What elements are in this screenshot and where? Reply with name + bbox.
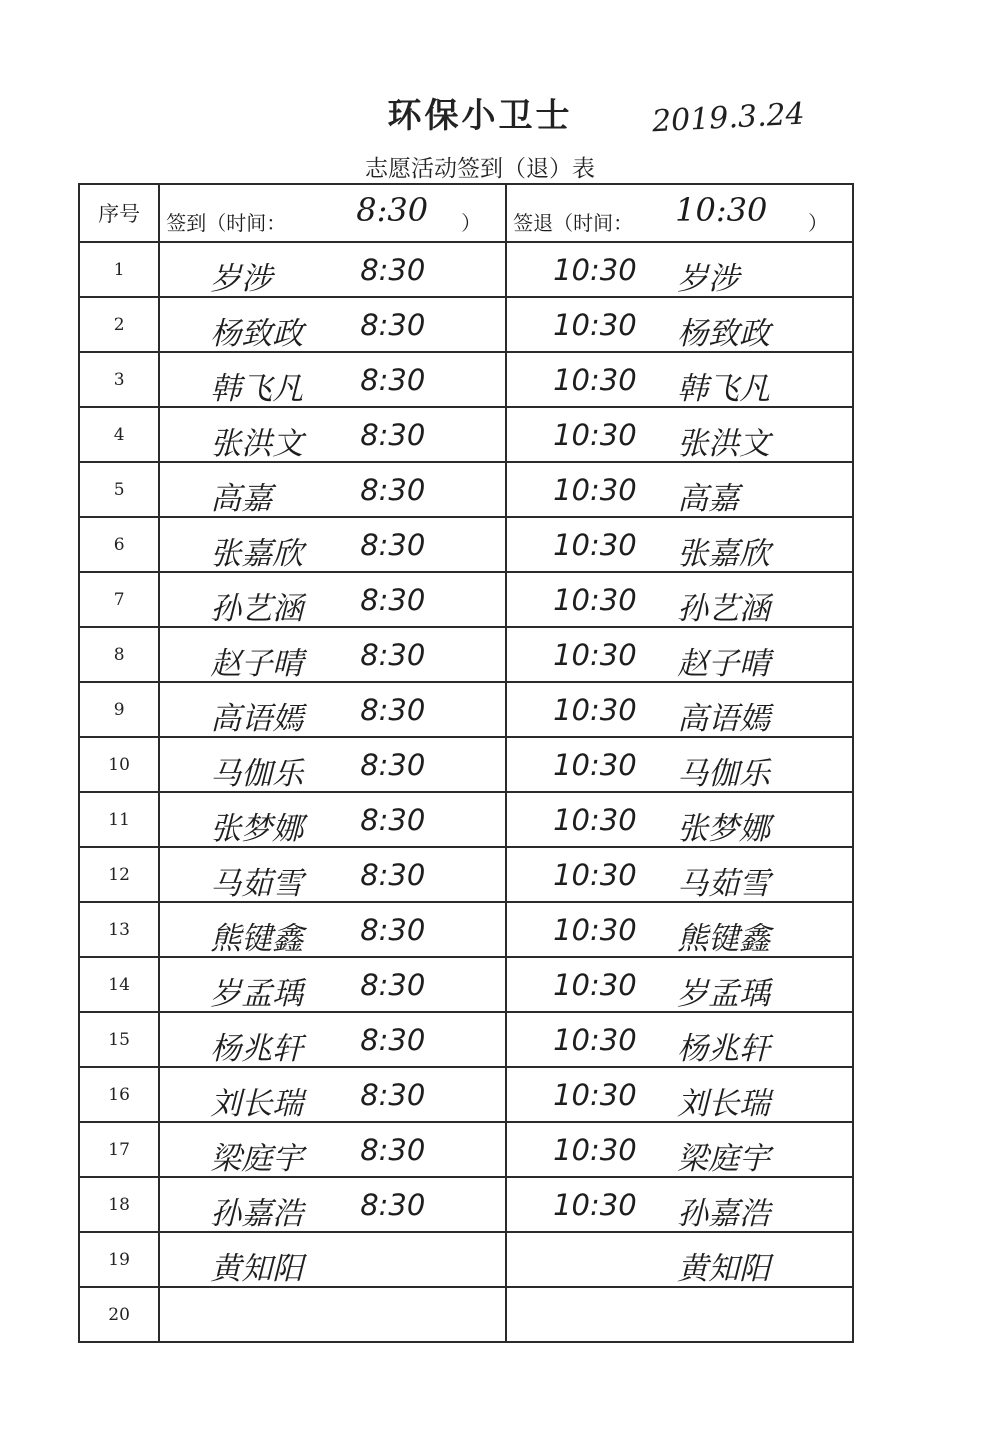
sign-in-name: 赵子晴	[210, 646, 304, 682]
sign-out-name: 孙嘉浩	[677, 1196, 771, 1232]
sign-out-time: 10:30	[553, 528, 637, 562]
row-number: 15	[108, 1029, 130, 1050]
sign-out-cell	[506, 1122, 853, 1177]
sign-out-name: 马茹雪	[677, 866, 771, 902]
row-number: 1	[113, 259, 125, 280]
sign-in-cell	[159, 792, 506, 847]
sign-in-cell	[159, 737, 506, 792]
sign-out-time: 10:30	[553, 253, 637, 287]
row-number: 7	[113, 589, 125, 610]
sign-out-cell	[506, 737, 853, 792]
sign-in-time: 8:30	[360, 1133, 426, 1167]
sign-out-cell	[506, 1287, 853, 1342]
table-row	[79, 1287, 853, 1342]
table-row	[79, 1177, 853, 1232]
row-number: 10	[108, 754, 130, 775]
row-index-cell	[79, 407, 159, 462]
table-row	[79, 1067, 853, 1122]
table-row	[79, 572, 853, 627]
row-number: 5	[113, 479, 125, 500]
row-index-cell	[79, 957, 159, 1012]
table-row	[79, 297, 853, 352]
row-index-cell	[79, 242, 159, 297]
sign-in-name: 韩飞凡	[210, 371, 304, 407]
row-index-cell	[79, 297, 159, 352]
sign-out-name: 梁庭宇	[677, 1141, 771, 1177]
sign-in-time: 8:30	[360, 418, 426, 452]
sign-in-name: 马伽乐	[210, 756, 304, 792]
sign-in-cell	[159, 572, 506, 627]
sign-in-time: 8:30	[360, 583, 426, 617]
row-number: 9	[113, 699, 125, 720]
header-sign-out-time: 10:30	[675, 191, 768, 229]
sign-in-name: 张嘉欣	[210, 536, 304, 572]
sign-out-name: 赵子晴	[677, 646, 771, 682]
sign-in-name: 梁庭宇	[210, 1141, 304, 1177]
sign-out-cell	[506, 297, 853, 352]
sign-in-name: 张洪文	[210, 426, 304, 462]
sign-out-time: 10:30	[553, 913, 637, 947]
row-index-cell	[79, 627, 159, 682]
table-header-row	[79, 184, 853, 242]
row-index-cell	[79, 737, 159, 792]
sign-out-name: 黄知阳	[677, 1251, 771, 1287]
sign-out-time: 10:30	[553, 473, 637, 507]
sign-in-name: 刘长瑞	[210, 1086, 304, 1122]
row-number: 6	[113, 534, 125, 555]
sign-out-time: 10:30	[553, 968, 637, 1002]
table-row	[79, 352, 853, 407]
sign-out-name: 张洪文	[677, 426, 771, 462]
table-row	[79, 462, 853, 517]
sign-in-cell	[159, 242, 506, 297]
sign-out-name: 刘长瑞	[677, 1086, 771, 1122]
table-row	[79, 792, 853, 847]
table-row	[79, 682, 853, 737]
row-index-cell	[79, 572, 159, 627]
sign-out-time: 10:30	[553, 693, 637, 727]
row-index-cell	[79, 682, 159, 737]
row-number: 16	[108, 1084, 130, 1105]
sign-in-time: 8:30	[360, 1188, 426, 1222]
header-sign-out-cell	[506, 184, 853, 242]
sign-in-cell	[159, 1012, 506, 1067]
sign-in-time: 8:30	[360, 968, 426, 1002]
sign-out-name: 张梦娜	[677, 811, 771, 847]
handwritten-date: 2019.3.24	[651, 96, 806, 140]
sign-out-time: 10:30	[553, 1078, 637, 1112]
sign-in-cell	[159, 682, 506, 737]
sign-in-time: 8:30	[360, 473, 426, 507]
sign-in-time: 8:30	[360, 363, 426, 397]
page-subtitle: 志愿活动签到（退）表	[365, 156, 595, 182]
sign-in-time: 8:30	[360, 638, 426, 672]
sign-in-cell	[159, 1287, 506, 1342]
row-index-cell	[79, 1177, 159, 1232]
table-row	[79, 847, 853, 902]
row-number: 3	[113, 369, 125, 390]
sign-in-cell	[159, 1177, 506, 1232]
table-row	[79, 737, 853, 792]
sign-in-time: 8:30	[360, 1078, 426, 1112]
sign-in-cell	[159, 902, 506, 957]
sign-in-cell	[159, 957, 506, 1012]
table-row	[79, 1122, 853, 1177]
sign-out-name: 岁孟瑀	[677, 976, 771, 1012]
row-index-cell	[79, 352, 159, 407]
row-number: 8	[113, 644, 125, 665]
row-index-cell	[79, 1067, 159, 1122]
sign-out-name: 杨致政	[677, 316, 771, 352]
sign-out-name: 杨兆轩	[677, 1031, 771, 1067]
sign-out-cell	[506, 1012, 853, 1067]
sign-in-cell	[159, 352, 506, 407]
header-sign-in-time: 8:30	[356, 191, 429, 229]
sign-out-name: 孙艺涵	[677, 591, 771, 627]
row-index-cell	[79, 462, 159, 517]
sign-in-name: 马茹雪	[210, 866, 304, 902]
sign-out-time: 10:30	[553, 803, 637, 837]
sign-in-cell	[159, 1232, 506, 1287]
sign-out-cell	[506, 957, 853, 1012]
row-number: 12	[108, 864, 130, 885]
sign-in-time: 8:30	[360, 1023, 426, 1057]
sign-out-name: 马伽乐	[677, 756, 771, 792]
row-number: 18	[108, 1194, 130, 1215]
header-sign-in-close: ）	[461, 211, 482, 235]
row-index-cell	[79, 1122, 159, 1177]
sign-out-cell	[506, 792, 853, 847]
sign-out-time: 10:30	[553, 363, 637, 397]
sign-out-cell	[506, 627, 853, 682]
sign-out-cell	[506, 572, 853, 627]
sign-in-cell	[159, 847, 506, 902]
table-row	[79, 242, 853, 297]
sign-out-cell	[506, 902, 853, 957]
row-index-cell	[79, 902, 159, 957]
row-number: 17	[108, 1139, 130, 1160]
header-index-cell	[79, 184, 159, 242]
sign-in-cell	[159, 627, 506, 682]
sign-in-cell	[159, 462, 506, 517]
header-sign-in-cell	[159, 184, 506, 242]
sign-out-cell	[506, 1232, 853, 1287]
sign-in-time: 8:30	[360, 528, 426, 562]
sign-out-cell	[506, 462, 853, 517]
page-title: 环保小卫士	[387, 96, 573, 136]
header-sign-out-close: ）	[808, 211, 828, 235]
sign-out-time: 10:30	[553, 858, 637, 892]
sign-in-name: 孙嘉浩	[210, 1196, 304, 1232]
sign-in-cell	[159, 407, 506, 462]
sign-out-cell	[506, 1067, 853, 1122]
row-number: 14	[108, 974, 130, 995]
row-index-cell	[79, 517, 159, 572]
sign-out-time: 10:30	[553, 418, 637, 452]
sign-out-cell	[506, 517, 853, 572]
row-number: 19	[108, 1249, 130, 1270]
header-sign-in-label: 签到（时间：	[166, 211, 287, 235]
sign-out-time: 10:30	[553, 1133, 637, 1167]
table-row	[79, 1232, 853, 1287]
sign-out-time: 10:30	[553, 1188, 637, 1222]
row-index-cell	[79, 792, 159, 847]
sign-in-name: 岁涉	[210, 261, 273, 297]
table-row	[79, 1012, 853, 1067]
row-number: 20	[108, 1304, 130, 1325]
sign-out-cell	[506, 407, 853, 462]
sign-out-time: 10:30	[553, 583, 637, 617]
sign-in-name: 杨兆轩	[210, 1031, 304, 1067]
sign-out-name: 熊键鑫	[677, 921, 771, 957]
sign-in-name: 孙艺涵	[210, 591, 304, 627]
sign-in-time: 8:30	[360, 748, 426, 782]
sign-in-name: 熊键鑫	[210, 921, 304, 957]
sign-out-cell	[506, 1177, 853, 1232]
table-row	[79, 517, 853, 572]
row-number: 13	[108, 919, 130, 940]
sign-in-name: 杨致政	[210, 316, 304, 352]
sign-in-time: 8:30	[360, 308, 426, 342]
sign-in-cell	[159, 297, 506, 352]
row-index-cell	[79, 847, 159, 902]
sign-out-time: 10:30	[553, 308, 637, 342]
sign-in-name: 岁孟瑀	[210, 976, 304, 1012]
sign-out-name: 岁涉	[677, 261, 740, 297]
sign-in-time: 8:30	[360, 693, 426, 727]
table-row	[79, 957, 853, 1012]
sign-in-time: 8:30	[360, 253, 426, 287]
sign-out-name: 高嘉	[677, 481, 740, 517]
row-index-cell	[79, 1232, 159, 1287]
table-row	[79, 407, 853, 462]
row-number: 11	[108, 809, 130, 830]
table-row	[79, 902, 853, 957]
sign-in-cell	[159, 1122, 506, 1177]
sign-in-name: 高嘉	[210, 481, 273, 517]
row-index-cell	[79, 1287, 159, 1342]
sign-out-time: 10:30	[553, 1023, 637, 1057]
sign-out-cell	[506, 682, 853, 737]
row-number: 2	[113, 314, 125, 335]
row-number: 4	[113, 424, 125, 445]
sign-in-name: 张梦娜	[210, 811, 304, 847]
sign-out-cell	[506, 847, 853, 902]
sign-in-name: 高语嫣	[210, 701, 304, 737]
row-index-cell	[79, 1012, 159, 1067]
sign-out-time: 10:30	[553, 748, 637, 782]
sign-in-time: 8:30	[360, 803, 426, 837]
sign-out-cell	[506, 242, 853, 297]
sign-in-cell	[159, 1067, 506, 1122]
sign-in-name: 黄知阳	[210, 1251, 304, 1287]
table-row	[79, 627, 853, 682]
sign-out-name: 韩飞凡	[677, 371, 771, 407]
sign-out-name: 张嘉欣	[677, 536, 771, 572]
header-sign-out-label: 签退（时间：	[513, 211, 634, 235]
sign-in-time: 8:30	[360, 858, 426, 892]
sign-out-name: 高语嫣	[677, 701, 771, 737]
header-index-label: 序号	[98, 202, 141, 226]
sign-out-cell	[506, 352, 853, 407]
attendance-table	[78, 183, 854, 1343]
sign-in-time: 8:30	[360, 913, 426, 947]
sign-in-cell	[159, 517, 506, 572]
sign-out-time: 10:30	[553, 638, 637, 672]
